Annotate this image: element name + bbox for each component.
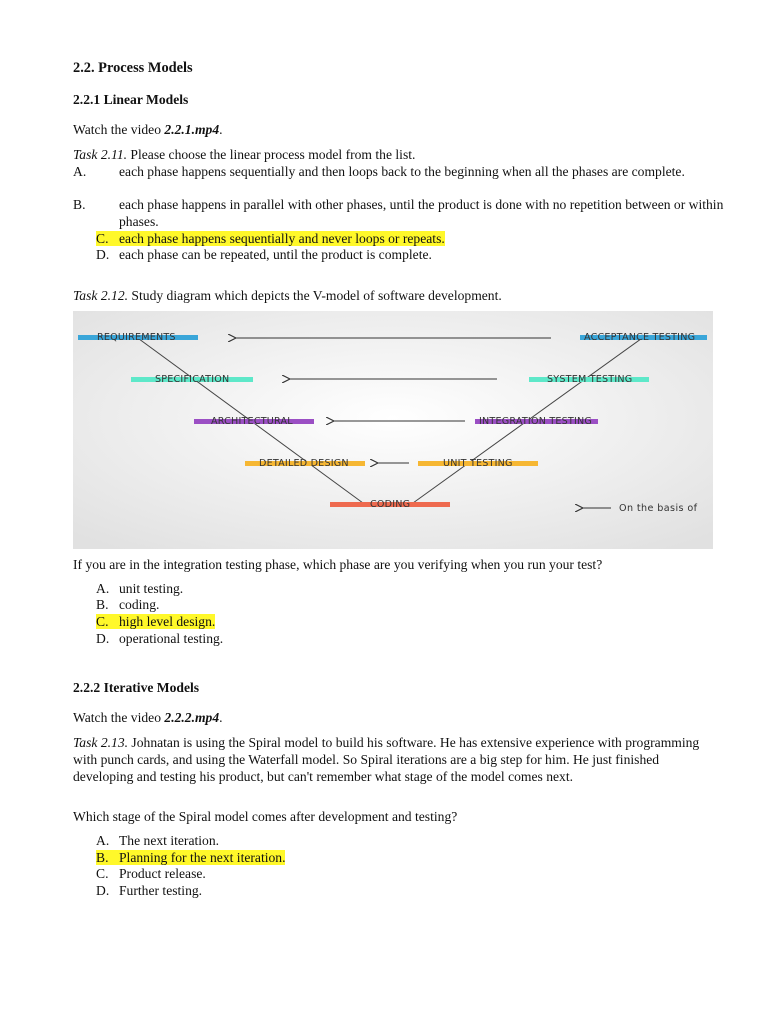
label-architectural: ARCHITECTURAL: [211, 416, 293, 427]
watch-video-line: [73, 710, 713, 727]
option-letter: A.: [96, 833, 110, 848]
option-text: each phase happens sequentially and then loops back to the beginning when all the phases are complete.: [119, 164, 685, 179]
label-unit-testing: UNIT TESTING: [443, 458, 513, 469]
label-acceptance-testing: ACCEPTANCE TESTING: [584, 332, 696, 343]
diagram-background: [73, 311, 713, 549]
label-detailed-design: DETAILED DESIGN: [259, 458, 349, 469]
subsection-title-iterative: 2.2.2 Iterative Models: [73, 680, 200, 695]
option-letter: C.: [96, 866, 109, 881]
label-specification: SPECIFICATION: [155, 374, 230, 385]
option-letter: D.: [96, 247, 110, 262]
task-text: Study diagram which depicts the V-model of software development.: [128, 288, 502, 303]
highlighted-answer: [96, 231, 445, 246]
option-text: coding.: [119, 597, 160, 612]
video-link[interactable]: 2.2.2.mp4: [164, 710, 220, 725]
task-2-13-question: Which stage of the Spiral model comes after development and testing?: [73, 809, 458, 824]
option-d[interactable]: [96, 631, 716, 648]
option-a[interactable]: [96, 833, 716, 850]
option-letter: C.: [96, 231, 109, 246]
watch-prefix: Watch the video: [73, 122, 165, 137]
option-c[interactable]: [96, 231, 716, 248]
option-letter: A.: [96, 581, 110, 596]
task-2-12-prompt: [73, 288, 713, 305]
option-d[interactable]: [96, 247, 716, 264]
watch-suffix: .: [219, 710, 223, 725]
option-text: each phase can be repeated, until the product is complete.: [119, 247, 432, 262]
section-title: 2.2. Process Models: [73, 60, 193, 76]
video-link[interactable]: 2.2.1.mp4: [164, 122, 220, 137]
label-coding: CODING: [370, 499, 411, 510]
option-letter: B.: [96, 597, 109, 612]
option-letter: A.: [73, 164, 87, 179]
option-text: Further testing.: [119, 883, 203, 898]
option-text: Product release.: [119, 866, 206, 881]
option-letter: D.: [96, 631, 110, 646]
highlighted-answer: [96, 850, 285, 865]
task-text: Please choose the linear process model from the list.: [127, 147, 416, 162]
option-text: each phase happens sequentially and never loops or repeats.: [119, 231, 445, 246]
option-letter: B.: [73, 197, 86, 212]
option-b[interactable]: [96, 597, 716, 614]
task-2-13-prompt: [73, 735, 708, 785]
option-d[interactable]: [96, 883, 716, 900]
label-requirements: REQUIREMENTS: [97, 332, 176, 343]
option-text: operational testing.: [119, 631, 224, 646]
option-letter: D.: [96, 883, 110, 898]
option-text: The next iteration.: [119, 833, 220, 848]
task-label: Task 2.13.: [73, 735, 129, 750]
option-text: Planning for the next iteration.: [119, 850, 286, 865]
subsection-title-linear: 2.2.1 Linear Models: [73, 92, 189, 107]
task-2-11-prompt: [73, 147, 713, 164]
option-letter: C.: [96, 614, 109, 629]
option-text: unit testing.: [119, 581, 184, 596]
task-label: Task 2.11.: [73, 147, 128, 162]
highlighted-answer: [96, 614, 215, 629]
option-text: high level design.: [119, 614, 216, 629]
watch-video-line: [73, 122, 713, 139]
task-text: Johnatan is using the Spiral model to build his software. He has extensive experience with programming with punch cards, and using the Waterfall model. So Spiral iterations are a big step for him. He just finished developing and testing his product, but can't remember what stage of the model comes next.: [73, 735, 700, 784]
label-integration-testing: INTEGRATION TESTING: [479, 416, 593, 427]
option-b[interactable]: [96, 850, 716, 867]
task-2-12-question: If you are in the integration testing phase, which phase are you verifying when you run your test?: [73, 557, 603, 572]
label-system-testing: SYSTEM TESTING: [547, 374, 633, 385]
watch-prefix: Watch the video: [73, 710, 165, 725]
option-a[interactable]: [96, 581, 716, 598]
option-b[interactable]: [73, 197, 739, 231]
option-c[interactable]: [96, 614, 716, 631]
option-text: each phase happens in parallel with other phases, until the product is done with no repetition between or within phases.: [119, 197, 724, 229]
task-label: Task 2.12.: [73, 288, 129, 303]
option-letter: B.: [96, 850, 109, 865]
watch-suffix: .: [219, 122, 223, 137]
option-c[interactable]: [96, 866, 716, 883]
option-a[interactable]: [73, 164, 739, 181]
v-model-diagram: [73, 311, 713, 549]
legend-text: On the basis of: [619, 503, 698, 514]
